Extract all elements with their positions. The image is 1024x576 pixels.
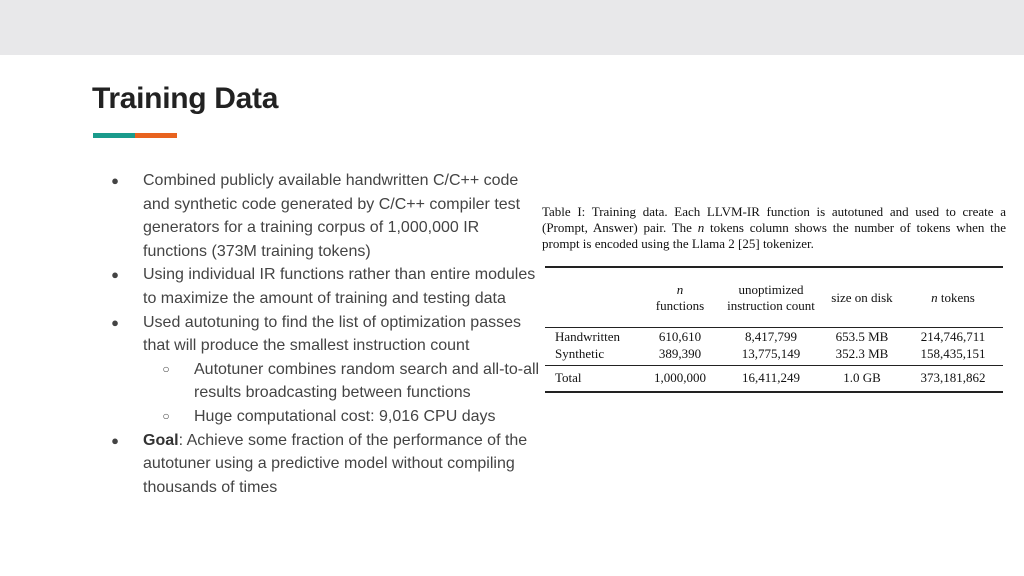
- table-figure: [542, 204, 1006, 385]
- row-label: Handwritten: [555, 329, 620, 344]
- cell-size: 352.3 MB: [835, 346, 889, 361]
- bullet-item: [0, 429, 540, 500]
- bullet-dot-icon: ●: [111, 314, 119, 330]
- caption-part: Table I: Training data. Each LLVM-IR function is autotuned and used to create a (Prompt, Answer) pair. The: [542, 204, 1006, 236]
- table-total-row: [545, 365, 1003, 392]
- bullet-list: [0, 169, 540, 499]
- bullet-text: : Achieve some fraction of the performance of the autotuner using a predictive model without compiling thousands of times: [143, 431, 528, 496]
- header-text: tokens: [937, 289, 975, 305]
- cell-tokens: 373,181,862: [920, 370, 986, 385]
- cell-tokens: 158,435,151: [920, 346, 986, 361]
- bullet-text: Combined publicly available handwritten C/C++ code and synthetic code generated by C/C++ compiler test generators for a training corpus of 1,000,000 IR functions (373M training tokens): [143, 172, 521, 260]
- table-caption: [542, 204, 1006, 253]
- cell-functions: 610,610: [658, 329, 702, 344]
- table-header-row: [545, 267, 1003, 328]
- sub-bullet-item: [0, 405, 540, 429]
- slide-title: Training Data: [92, 82, 279, 115]
- caption-part: tokens column shows the number of tokens when the prompt is encoded using the Llama 2 [25] tokenizer.: [542, 220, 1006, 252]
- table-row: [545, 345, 1003, 362]
- header-functions: [639, 267, 721, 328]
- accent-teal: [93, 133, 135, 138]
- bullet-dot-icon: ●: [111, 267, 119, 283]
- accent-orange: [135, 133, 177, 138]
- header-label: [545, 267, 639, 328]
- bullet-item: [0, 263, 540, 310]
- cell-functions: 1,000,000: [654, 370, 706, 385]
- top-bar: [0, 0, 1024, 55]
- caption-var: n: [697, 220, 705, 236]
- bullet-item: [0, 311, 540, 358]
- header-instruction-count: unoptimized instruction count: [727, 281, 815, 313]
- sub-bullet-item: [0, 358, 540, 405]
- header-n: n: [931, 289, 938, 305]
- cell-instr: 16,411,249: [741, 370, 801, 385]
- sub-bullet-circle-icon: ○: [162, 408, 170, 423]
- bullet-text: Used autotuning to find the list of optimization passes that will produce the smallest instruction count: [143, 313, 521, 355]
- row-label: Synthetic: [555, 346, 605, 361]
- bullet-text: Using individual IR functions rather than entire modules to maximize the amount of training and testing data: [143, 266, 536, 307]
- bullet-dot-icon: ●: [111, 173, 119, 188]
- cell-instr: 13,775,149: [741, 346, 801, 361]
- bullet-item: [0, 169, 540, 263]
- cell-functions: 389,390: [658, 346, 702, 361]
- title-accent-bar: [93, 133, 177, 138]
- sub-bullet-text: Autotuner combines random search and all-to-all results broadcasting between functions: [194, 360, 540, 402]
- cell-size: 653.5 MB: [835, 329, 889, 344]
- training-data-table: [545, 266, 1003, 393]
- cell-instr: 8,417,799: [745, 329, 797, 344]
- sub-bullet-circle-icon: ○: [162, 361, 170, 376]
- bullet-dot-icon: ●: [111, 432, 119, 448]
- sub-bullet-text: Huge computational cost: 9,016 CPU days: [194, 407, 496, 425]
- header-size: size on disk: [831, 289, 893, 305]
- cell-tokens: 214,746,711: [920, 329, 986, 344]
- row-label: Total: [555, 370, 582, 385]
- table-row: [545, 328, 1003, 346]
- header-tokens: [903, 267, 1003, 328]
- bullet-bold-lead: Goal: [143, 431, 179, 449]
- header-text: functions: [655, 297, 705, 313]
- cell-size: 1.0 GB: [843, 370, 881, 385]
- header-n: n: [676, 281, 684, 297]
